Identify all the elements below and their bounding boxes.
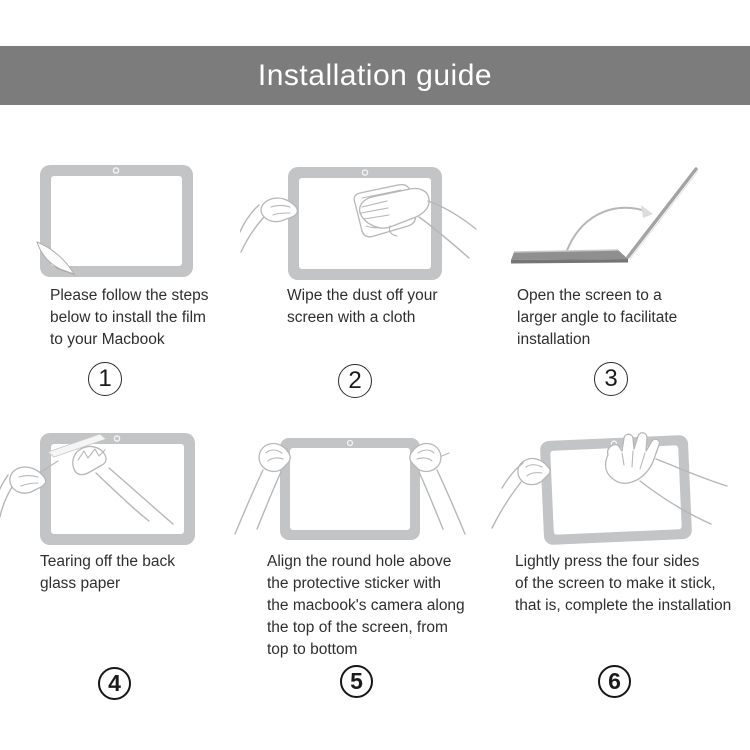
step-2-caption [287, 285, 438, 329]
tablet-icon [280, 438, 420, 540]
laptop-side-icon [511, 169, 698, 264]
camera-dot-icon [362, 170, 367, 175]
step-6-number-badge: 6 [598, 665, 631, 698]
camera-dot-icon [348, 441, 353, 446]
step-2-number-badge: 2 [338, 364, 372, 398]
caption-line: installation [517, 331, 591, 348]
step-1-caption [50, 285, 209, 351]
caption-line: below to install the film [50, 309, 206, 326]
caption-line: Open the screen to a [517, 287, 662, 304]
camera-dot-icon [113, 168, 118, 173]
caption-line: larger angle to facilitate [517, 309, 678, 326]
caption-line: of the screen to make it stick, [515, 575, 716, 592]
caption-line: the macbook's camera along [267, 597, 465, 614]
caption-line: Please follow the steps [50, 287, 209, 304]
caption-line: Tearing off the back [40, 553, 175, 570]
step-6-illustration [490, 425, 750, 565]
caption-line: that is, complete the installation [515, 597, 732, 614]
step-6-caption [515, 551, 731, 617]
step-4-illustration [0, 425, 235, 560]
camera-dot-icon [114, 436, 119, 441]
caption-line: top to bottom [267, 641, 358, 658]
caption-line: the protective sticker with [267, 575, 442, 592]
step-3-number-badge: 3 [594, 362, 628, 396]
step-4-caption [40, 551, 175, 595]
caption-line: Wipe the dust off your [287, 287, 438, 304]
caption-line: glass paper [40, 575, 121, 592]
step-3-caption [517, 285, 677, 351]
step-5-caption [267, 551, 465, 661]
caption-line: to your Macbook [50, 331, 165, 348]
header-banner [0, 46, 750, 105]
step-1-number-badge: 1 [88, 362, 122, 396]
caption-line: Align the round hole above [267, 553, 452, 570]
holding-hand-icon [492, 459, 550, 528]
step-5-number-badge: 5 [340, 665, 373, 698]
step-1-illustration [30, 160, 210, 285]
caption-line: the top of the screen, from [267, 619, 448, 636]
caption-line: screen with a cloth [287, 309, 416, 326]
step-4-number-badge: 4 [98, 667, 131, 700]
caption-line: Lightly press the four sides [515, 553, 700, 570]
page-title: Installation guide [257, 58, 493, 92]
step-3-illustration [500, 160, 715, 275]
step-2-illustration [240, 155, 480, 290]
